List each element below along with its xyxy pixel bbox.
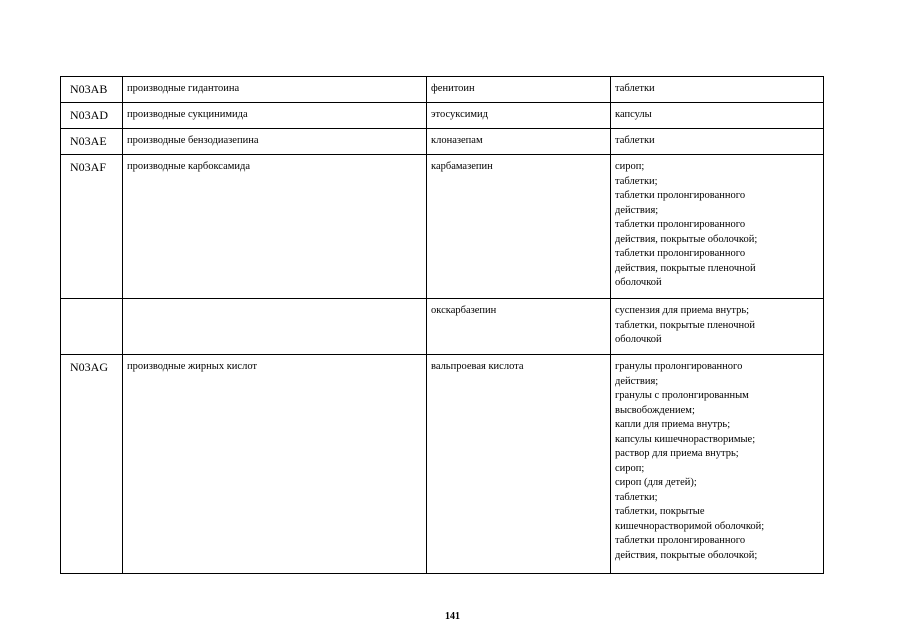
dosage-forms [611, 155, 824, 299]
table-row [61, 155, 824, 299]
atc-code: N03AB [61, 77, 123, 103]
dosage-form-line: таблетки пролонгированного [615, 219, 746, 230]
drug-group: производные жирных кислот [123, 355, 427, 574]
drug-name: клоназепам [427, 129, 611, 155]
dosage-form-line: сироп (для детей); [615, 477, 697, 488]
dosage-form-line: сироп; [615, 161, 645, 172]
atc-code [61, 299, 123, 355]
dosage-form-line: капсулы кишечнорастворимые; [615, 433, 756, 445]
drug-group [123, 299, 427, 355]
dosage-form-line: действия, покрытые оболочкой; [615, 233, 758, 245]
drug-name: карбамазепин [427, 155, 611, 299]
atc-code: N03AF [61, 155, 123, 299]
dosage-form-line: высвобождением; [615, 404, 695, 416]
dosage-forms [611, 129, 824, 155]
dosage-forms [611, 103, 824, 129]
drug-group: производные сукцинимида [123, 103, 427, 129]
atc-code: N03AG [61, 355, 123, 574]
dosage-form-line: таблетки пролонгированного [615, 190, 746, 201]
drug-table [60, 76, 824, 574]
dosage-form-line: оболочкой [615, 277, 662, 288]
drug-group: производные карбоксамида [123, 155, 427, 299]
dosage-form-line: оболочкой [615, 334, 662, 345]
atc-code: N03AD [61, 103, 123, 129]
drug-group: производные бензодиазепина [123, 129, 427, 155]
dosage-form-line: раствор для приема внутрь; [615, 448, 739, 459]
drug-name: окскарбазепин [427, 299, 611, 355]
dosage-form-line: капсулы [615, 109, 652, 120]
table-row [61, 129, 824, 155]
dosage-form-line: таблетки; [615, 175, 658, 187]
dosage-form-line: действия; [615, 204, 659, 216]
table-row [61, 77, 824, 103]
table-row [61, 299, 824, 355]
dosage-form-line: гранулы с пролонгированным [615, 390, 749, 401]
dosage-forms [611, 299, 824, 355]
dosage-form-line: таблетки; [615, 491, 658, 503]
dosage-forms [611, 355, 824, 574]
dosage-form-line: кишечнорастворимой оболочкой; [615, 520, 765, 532]
drug-group: производные гидантоина [123, 77, 427, 103]
dosage-form-line: сироп; [615, 462, 645, 474]
dosage-form-line: действия; [615, 375, 659, 387]
dosage-form-line: таблетки пролонгированного [615, 248, 746, 259]
drug-name: вальпроевая кислота [427, 355, 611, 574]
page-number: 141 [445, 611, 460, 622]
dosage-form-line: гранулы пролонгированного [615, 361, 743, 372]
dosage-forms [611, 77, 824, 103]
dosage-form-line: таблетки [615, 83, 655, 94]
dosage-form-line: суспензия для приема внутрь; [615, 305, 750, 316]
dosage-form-line: таблетки, покрытые пленочной [615, 319, 756, 331]
dosage-form-line: таблетки пролонгированного [615, 535, 746, 546]
drug-name: этосуксимид [427, 103, 611, 129]
dosage-form-line: действия, покрытые пленочной [615, 262, 756, 274]
table-row [61, 355, 824, 574]
table-row [61, 103, 824, 129]
drug-name: фенитоин [427, 77, 611, 103]
dosage-form-line: таблетки, покрытые [615, 506, 705, 517]
dosage-form-line: таблетки [615, 135, 655, 146]
dosage-form-line: действия, покрытые оболочкой; [615, 549, 758, 561]
dosage-form-line: капли для приема внутрь; [615, 419, 731, 430]
atc-code: N03AE [61, 129, 123, 155]
